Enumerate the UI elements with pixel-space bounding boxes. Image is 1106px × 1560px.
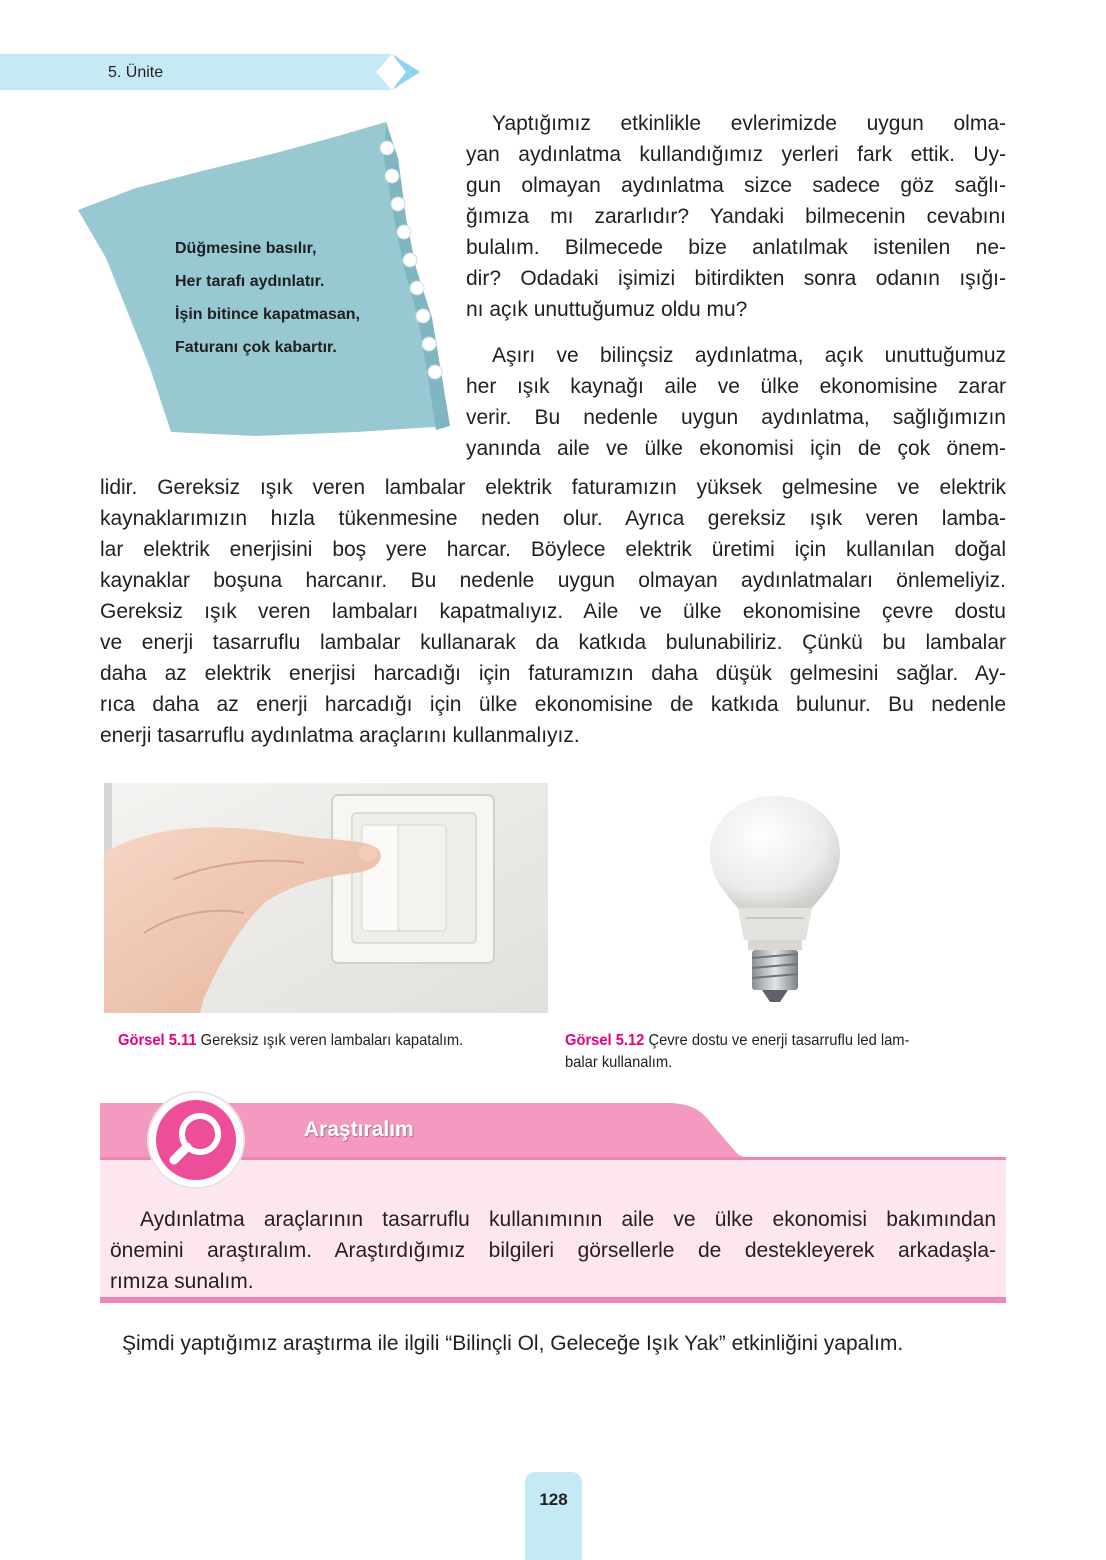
page-number-tab [525,1472,582,1560]
riddle-line: Faturanı çok kabartır. [175,339,337,356]
text-line: her ışık kaynağı aile ve ülke ekonomisine zarar [466,375,1006,398]
figure-label: Görsel 5.11 [118,1032,197,1049]
text-line: Yaptığımız etkinlikle evlerimizde uygun olma- [492,112,1006,135]
text-line: nı açık unuttuğumuz oldu mu? [466,298,748,321]
text-line: Aydınlatma araçlarının tasarruflu kullanımının aile ve ülke ekonomisi bakımından [140,1208,996,1231]
light-switch-photo [104,783,548,1013]
riddle-line: İşin bitince kapatmasan, [175,306,360,323]
text-line: kaynaklar boşuna harcanır. Bu nedenle uygun olmayan aydınlatmaları önlemeliyiz. [100,569,1006,592]
text-line: önemini araştıralım. Araştırdığımız bilgileri görsellerle de destekleyerek arkadaşla- [110,1239,996,1262]
text-line: gun olmayan aydınlatma sizce sadece göz sağlı- [466,174,1006,197]
closing-sentence [100,1328,1006,1359]
text-line: kaynaklarımızın hızla tükenmesine neden olur. Ayrıca gereksiz ışık veren lamba- [100,507,1006,530]
text-line: daha az elektrik enerjisi harcadığı için faturamızın daha düşük gelmesini sağlar. Ay- [100,662,1006,685]
economy-paragraph-top [466,340,1006,464]
text-line: bulalım. Bilmecede bize anlatılmak istenilen ne- [466,236,1006,259]
text-line: ğımıza mı zararlıdır? Yandaki bilmecenin cevabını [466,205,1006,228]
led-bulb-photo [700,790,850,1006]
figure-caption-5-11 [118,1030,463,1052]
unit-header-band [0,50,420,94]
text-line: ve enerji tasarruflu lambalar kullanarak da katkıda bulunabiliriz. Çünkü bu lambalar [100,631,1006,654]
text-line: Şimdi yaptığımız araştırma ile ilgili “Bilinçli Ol, Geleceğe Işık Yak” etkinliğini yapalım. [122,1332,904,1355]
text-line: rımıza sunalım. [110,1270,254,1293]
figure-caption-5-12 [565,1030,909,1074]
text-line: Gereksiz ışık veren lambaları kapatmalıyız. Aile ve ülke ekonomisine çevre dostu [100,600,1006,623]
figure-caption-text: Çevre dostu ve enerji tasarruflu led lam- [648,1032,910,1049]
research-text [110,1204,996,1297]
figure-label: Görsel 5.12 [565,1032,645,1049]
figure-caption-text: Gereksiz ışık veren lambaları kapatalım. [200,1032,464,1049]
unit-label: 5. Ünite [108,64,164,81]
text-line: verir. Bu nedenle uygun aydınlatma, sağlığımızın [466,406,1006,429]
text-line: dir? Odadaki işimizi bitirdikten sonra odanın ışığı- [466,267,1006,290]
page-number: 128 [539,1490,568,1509]
intro-paragraph [466,108,1006,325]
riddle-line: Düğmesine basılır, [175,240,317,257]
text-line: lidir. Gereksiz ışık veren lambalar elektrik faturamızın yüksek gelmesine ve elektrik [100,476,1006,499]
economy-paragraph-bottom [100,472,1006,751]
text-line: lar elektrik enerjisini boş yere harcar. Böylece elektrik üretimi için kullanılan doğal [100,538,1006,561]
text-line: enerji tasarruflu aydınlatma araçlarını kullanmalıyız. [100,724,580,747]
figure-caption-text: balar kullanalım. [565,1054,673,1071]
text-line: yanında aile ve ülke ekonomisi için de çok önem- [466,437,1006,460]
riddle-line: Her tarafı aydınlatır. [175,273,325,290]
research-title: Araştıralım [304,1118,414,1141]
text-line: rıca daha az enerji harcadığı için ülke ekonomisine de katkıda bulunur. Bu nedenle [100,693,1006,716]
text-line: Aşırı ve bilinçsiz aydınlatma, açık unuttuğumuz [492,344,1006,367]
magnifier-icon [146,1090,246,1190]
text-line: yan aydınlatma kullandığımız yerleri fark ettik. Uy- [466,143,1006,166]
riddle-text [175,232,435,364]
